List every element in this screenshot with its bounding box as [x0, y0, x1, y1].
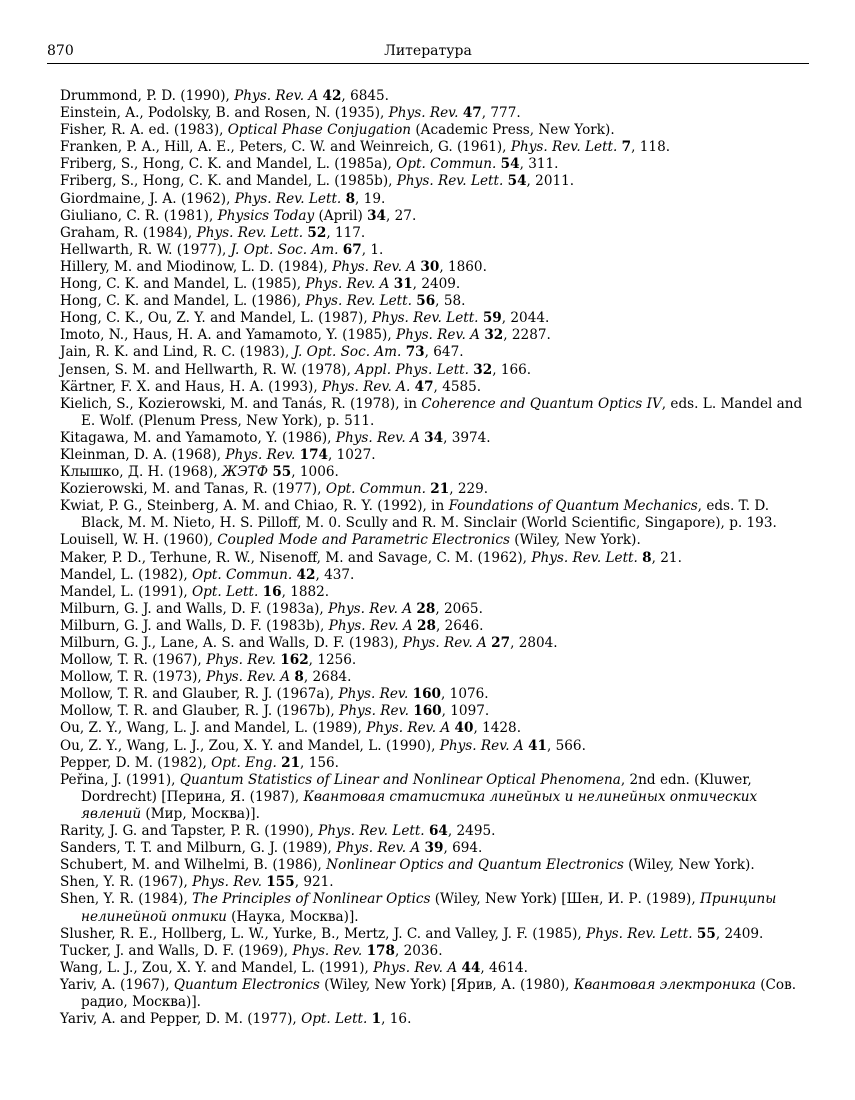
reference-entry	[60, 635, 812, 652]
reference-volume: 21	[430, 481, 450, 498]
reference-volume: 40	[454, 720, 474, 737]
reference-text: Клышко, Д. Н. (1968),	[60, 464, 222, 481]
reference-title: Phys. Rev.	[338, 686, 409, 703]
reference-volume: 174	[299, 446, 328, 463]
reference-title: Phys. Rev. A.	[321, 378, 411, 395]
reference-title: ЖЭТФ	[221, 464, 269, 481]
reference-volume: 55	[696, 925, 716, 942]
reference-text: (Сов. радио, Москва)].	[81, 976, 797, 1010]
reference-text: Ou, Z. Y., Wang, L. J., Zou, X. Y. and Mandel, L. (1990),	[60, 737, 440, 754]
reference-text: , 2495.	[447, 823, 496, 840]
reference-volume: 16	[262, 583, 282, 600]
reference-text: (Wiley, New York) [Шен, И. Р. (1989),	[430, 891, 700, 908]
reference-text: Louisell, W. H. (1960),	[60, 532, 218, 549]
reference-title: Phys. Rev. A	[335, 429, 420, 446]
reference-text: Hong, C. K. and Mandel, L. (1985),	[60, 276, 306, 293]
reference-text: , 2409.	[412, 276, 461, 293]
reference-text: Hong, C. K., Ou, Z. Y. and Mandel, L. (1987),	[60, 310, 372, 327]
reference-text: Mollow, T. R. and Glauber, R. J. (1967b),	[60, 703, 340, 720]
reference-text: , 58.	[435, 293, 466, 310]
reference-text: , 2804.	[510, 635, 558, 651]
reference-text: Friberg, S., Hong, C. K. and Mandel, L. (1985b),	[60, 173, 397, 190]
reference-title: Opt. Commun.	[325, 481, 426, 498]
reference-text: , 694.	[443, 840, 483, 857]
reference-entry	[60, 840, 812, 857]
reference-text: Mollow, T. R. (1973),	[60, 669, 207, 686]
reference-text: , 921.	[294, 874, 334, 891]
reference-list	[60, 88, 812, 1028]
reference-text: Kwiat, P. G., Steinberg, A. M. and Chiao, R. Y. (1992), in	[60, 498, 449, 515]
page-number: 870	[47, 43, 74, 59]
reference-entry	[60, 550, 812, 567]
reference-volume: 56	[416, 293, 436, 310]
reference-volume: 31	[393, 276, 413, 293]
reference-entry	[60, 738, 812, 755]
reference-text: Tucker, J. and Walls, D. F. (1969),	[60, 942, 293, 959]
reference-title: Phys. Rev. A	[395, 327, 480, 344]
reference-text: Milburn, G. J. and Walls, D. F. (1983b),	[60, 617, 329, 634]
reference-volume: 73	[405, 344, 425, 361]
reference-entry	[60, 823, 812, 840]
reference-entry	[60, 481, 812, 498]
reference-title: Phys. Rev. A	[332, 258, 417, 275]
reference-entry	[60, 362, 812, 379]
reference-text: , 2287.	[503, 327, 551, 344]
reference-volume: 8	[642, 549, 652, 566]
reference-text: Shen, Y. R. (1967),	[60, 874, 193, 891]
reference-text: , 1882.	[281, 583, 330, 600]
reference-text: Milburn, G. J. and Walls, D. F. (1983a),	[60, 600, 329, 617]
reference-text: , 1256.	[308, 652, 357, 669]
reference-text: Wang, L. J., Zou, X. Y. and Mandel, L. (1991),	[60, 959, 374, 976]
reference-text: , 156.	[300, 754, 339, 771]
reference-volume: 64	[428, 823, 448, 840]
reference-title: Phys. Rev. Lett.	[396, 173, 504, 190]
reference-text: Slusher, R. E., Hollberg, L. W., Yurke, B., Mertz, J. C. and Valley, J. F. (1985),	[60, 925, 587, 942]
reference-title: Phys. Rev.	[225, 446, 296, 463]
reference-text: , eds. T. D. Black, M. M. Nieto, H. S. Pilloff, M. 0. Scully and R. M. Sinclair (World Scientific, Singapore), p. 193.	[81, 498, 777, 532]
reference-entry	[60, 430, 812, 447]
reference-text: , 2nd edn. (Kluwer, Dordrecht) [Перина, Я. (1987),	[81, 771, 752, 805]
reference-text: , 19.	[355, 190, 386, 207]
reference-text: (Wiley, New York) [Ярив, А. (1980),	[319, 976, 574, 993]
reference-title: Physics Today	[217, 207, 315, 224]
reference-text: , 437.	[315, 566, 355, 583]
reference-entry	[60, 379, 812, 396]
reference-text: , 3974.	[443, 429, 491, 446]
reference-volume: 52	[307, 224, 327, 241]
reference-text: Mollow, T. R. (1967),	[60, 652, 207, 669]
reference-volume: 8	[294, 669, 304, 686]
reference-text: (Мир, Москва)].	[141, 805, 260, 822]
reference-text: , 229.	[449, 481, 489, 498]
reference-text: , 166.	[492, 361, 532, 378]
reference-text: Franken, P. A., Hill, A. E., Peters, C. W. and Weinreich, G. (1961),	[60, 139, 511, 156]
reference-volume: 54	[507, 173, 527, 190]
reference-text: , 311.	[519, 156, 559, 173]
reference-entry	[60, 652, 812, 669]
reference-entry	[60, 772, 812, 823]
reference-title: Coupled Mode and Parametric Electronics	[217, 532, 510, 549]
reference-volume: 27	[491, 635, 511, 651]
reference-volume: 54	[500, 156, 520, 173]
reference-volume: 67	[342, 241, 362, 258]
reference-text: , 1006.	[291, 464, 339, 481]
reference-text: , 1097.	[441, 703, 490, 720]
reference-entry	[60, 173, 812, 190]
reference-title: Coherence and Quantum Optics IV	[421, 395, 662, 412]
reference-title: Phys. Rev. Lett.	[586, 925, 693, 942]
reference-text: Schubert, M. and Wilhelmi, B. (1986),	[60, 857, 327, 874]
reference-entry	[60, 1011, 812, 1028]
reference-volume: 21	[281, 754, 301, 771]
reference-title: Appl. Phys. Lett.	[355, 361, 469, 378]
reference-entry	[60, 977, 812, 1011]
running-title: Литература	[384, 43, 472, 59]
reference-volume: 55	[272, 464, 292, 481]
reference-text: , 118.	[631, 139, 671, 156]
reference-title: Foundations of Quantum Mechanics	[448, 498, 698, 515]
reference-text: Ou, Z. Y., Wang, L. J. and Mandel, L. (1989),	[60, 720, 367, 737]
reference-text: , 117.	[326, 224, 366, 241]
reference-title: Phys. Rev.	[206, 652, 276, 669]
reference-text: Giordmaine, J. A. (1962),	[60, 190, 235, 207]
reference-title: The Principles of Nonlinear Optics	[192, 891, 431, 908]
reference-volume: 32	[484, 327, 504, 344]
reference-title: Phys. Rev.	[388, 105, 459, 122]
reference-entry	[60, 327, 812, 344]
reference-text: Kitagawa, M. and Yamamoto, Y. (1986),	[60, 429, 336, 446]
reference-text: , 4614.	[480, 959, 528, 976]
reference-entry	[60, 105, 812, 122]
reference-title: Phys. Rev. A	[402, 635, 487, 651]
reference-text: Fisher, R. A. ed. (1983),	[60, 122, 228, 139]
reference-text: , 27.	[386, 207, 417, 224]
reference-volume: 28	[416, 600, 436, 617]
reference-volume: 162	[280, 652, 309, 669]
reference-text: , 2065.	[435, 600, 483, 617]
reference-text: , 6845.	[341, 88, 389, 104]
reference-text: Jain, R. K. and Lind, R. C. (1983),	[60, 344, 294, 361]
reference-text: Einstein, A., Podolsky, B. and Rosen, N. (1935),	[60, 105, 389, 122]
reference-text: Kielich, S., Kozierowski, M. and Tanás, R. (1978), in	[60, 395, 422, 412]
reference-title: J. Opt. Soc. Am.	[230, 241, 339, 258]
reference-title: Phys. Rev. A	[305, 276, 390, 293]
reference-text: , 1076.	[441, 686, 489, 703]
reference-entry	[60, 943, 812, 960]
reference-entry	[60, 567, 812, 584]
reference-text: (Wiley, New York).	[623, 857, 755, 874]
reference-entry	[60, 208, 812, 225]
reference-entry	[60, 498, 812, 532]
reference-volume: 8	[345, 190, 356, 207]
reference-title: Phys. Rev. A	[336, 840, 421, 857]
reference-text: Drummond, P. D. (1990),	[60, 88, 235, 104]
reference-entry	[60, 720, 812, 737]
reference-volume: 41	[528, 737, 547, 754]
reference-entry	[60, 310, 812, 327]
reference-entry	[60, 88, 812, 105]
reference-text: Hillery, M. and Miodinow, L. D. (1984),	[60, 258, 333, 275]
reference-title: Phys. Rev. A	[439, 737, 524, 754]
reference-volume: 160	[412, 686, 442, 703]
reference-text: , 1860.	[439, 258, 487, 275]
reference-text: , 2044.	[501, 310, 550, 327]
running-header	[47, 41, 809, 64]
reference-text: Mandel, L. (1991),	[60, 583, 193, 600]
reference-text: (Наука, Москва)].	[226, 908, 359, 925]
reference-text: Imoto, N., Haus, H. A. and Yamamoto, Y. (1985),	[60, 327, 396, 344]
reference-entry	[60, 464, 812, 481]
reference-entry	[60, 344, 812, 361]
reference-title: Phys. Rev.	[192, 874, 262, 891]
reference-text: Giuliano, C. R. (1981),	[60, 207, 218, 224]
reference-text: Friberg, S., Hong, C. K. and Mandel, L. (1985a),	[60, 156, 397, 173]
reference-title: Opt. Lett.	[192, 583, 259, 600]
reference-title: Phys. Rev.	[292, 942, 363, 959]
reference-title: Принципы нелинейной оптики	[81, 891, 777, 925]
reference-title: J. Opt. Soc. Am.	[293, 344, 402, 361]
reference-text: , 16.	[381, 1011, 412, 1028]
reference-text: Mollow, T. R. and Glauber, R. J. (1967a),	[60, 686, 339, 703]
reference-entry	[60, 669, 812, 686]
reference-text: Milburn, G. J., Lane, A. S. and Walls, D. F. (1983),	[60, 635, 403, 651]
reference-entry	[60, 960, 812, 977]
reference-volume: 32	[473, 361, 493, 378]
reference-title: Opt. Commun.	[192, 566, 293, 583]
reference-text: , 1428.	[473, 720, 522, 737]
reference-text: , 2011.	[526, 173, 575, 190]
reference-entry	[60, 601, 812, 618]
reference-text: Hong, C. K. and Mandel, L. (1986),	[60, 293, 306, 310]
reference-title: Phys. Rev. A	[328, 617, 413, 634]
reference-entry	[60, 926, 812, 943]
reference-title: Квантовая статистика линейных и нелинейных оптических явлений	[81, 788, 758, 822]
reference-volume: 44	[461, 959, 481, 976]
reference-title: Opt. Lett.	[301, 1011, 368, 1028]
reference-title: Nonlinear Optics and Quantum Electronics	[326, 857, 624, 874]
reference-volume: 1	[371, 1011, 382, 1028]
reference-text: , eds. L. Mandel and E. Wolf. (Plenum Press, New York), p. 511.	[81, 395, 803, 429]
reference-text: Sanders, T. T. and Milburn, G. J. (1989),	[60, 840, 337, 857]
reference-volume: 47	[414, 378, 434, 395]
reference-title: Phys. Rev. A	[373, 959, 458, 976]
reference-entry	[60, 857, 812, 874]
reference-entry	[60, 447, 812, 464]
reference-title: Квантовая электроника	[573, 976, 756, 993]
reference-entry	[60, 276, 812, 293]
reference-title: Phys. Rev.	[339, 703, 409, 720]
reference-entry	[60, 293, 812, 310]
reference-text: Yariv, A. and Pepper, D. M. (1977),	[60, 1011, 302, 1028]
reference-text: Graham, R. (1984),	[60, 224, 197, 241]
reference-title: Phys. Rev. A	[328, 600, 413, 617]
reference-text: Jensen, S. M. and Hellwarth, R. W. (1978),	[60, 361, 356, 378]
reference-volume: 155	[266, 874, 295, 891]
reference-volume: 178	[366, 942, 395, 959]
reference-text: , 566.	[546, 737, 586, 754]
reference-volume: 28	[417, 617, 436, 634]
reference-text: , 647.	[424, 344, 464, 361]
reference-entry	[60, 242, 812, 259]
reference-entry	[60, 191, 812, 208]
reference-title: Opt. Commun.	[396, 156, 497, 173]
reference-text: , 21.	[651, 549, 682, 566]
reference-text: Mandel, L. (1982),	[60, 566, 193, 583]
reference-entry	[60, 156, 812, 173]
reference-entry	[60, 755, 812, 772]
reference-text: Maker, P. D., Terhune, R. W., Nisenoff, M. and Savage, C. M. (1962),	[60, 549, 532, 566]
reference-title: Phys. Rev. Lett.	[234, 190, 342, 207]
reference-text: , 2409.	[715, 925, 764, 942]
reference-volume: 34	[367, 207, 387, 224]
reference-text: Kärtner, F. X. and Haus, H. A. (1993),	[60, 378, 322, 395]
reference-text: , 2036.	[394, 942, 443, 959]
reference-text: Pepper, D. M. (1982),	[60, 754, 212, 771]
reference-entry	[60, 618, 812, 635]
reference-entry	[60, 703, 812, 720]
reference-title: Optical Phase Conjugation	[227, 122, 412, 139]
reference-entry	[60, 225, 812, 242]
reference-volume: 42	[322, 88, 342, 104]
reference-title: Phys. Rev. Lett.	[371, 310, 479, 327]
reference-text: Peřina, J. (1991),	[60, 771, 180, 788]
reference-text: , 1027.	[328, 446, 376, 463]
reference-text: Shen, Y. R. (1984),	[60, 891, 193, 908]
reference-text: , 1.	[361, 241, 384, 258]
reference-title: Phys. Rev. Lett.	[510, 139, 618, 156]
reference-text: (Wiley, New York).	[509, 532, 641, 549]
reference-text: , 2684.	[303, 669, 352, 686]
reference-text: (Academic Press, New York).	[411, 122, 615, 139]
reference-volume: 59	[482, 310, 502, 327]
reference-title: Phys. Rev. Lett.	[318, 823, 425, 840]
reference-volume: 160	[413, 703, 442, 720]
reference-title: Quantum Statistics of Linear and Nonlinear Optical Phenomena	[179, 771, 621, 788]
reference-title: Phys. Rev. A	[206, 669, 291, 686]
reference-entry	[60, 686, 812, 703]
reference-text: Yariv, A. (1967),	[60, 976, 174, 993]
reference-title: Opt. Eng.	[211, 754, 277, 771]
reference-text: , 777.	[481, 105, 521, 122]
reference-title: Phys. Rev. Lett.	[196, 224, 304, 241]
reference-title: Phys. Rev. A	[234, 88, 319, 104]
reference-title: Phys. Rev. A	[366, 720, 451, 737]
reference-entry	[60, 259, 812, 276]
reference-volume: 47	[462, 105, 482, 122]
reference-text: Hellwarth, R. W. (1977),	[60, 241, 231, 258]
reference-title: Phys. Rev. Lett.	[305, 293, 412, 310]
reference-title: Quantum Electronics	[173, 976, 320, 993]
reference-volume: 39	[424, 840, 444, 857]
reference-entry	[60, 122, 812, 139]
reference-text: Kleinman, D. A. (1968),	[60, 446, 226, 463]
reference-text: , 4585.	[433, 378, 482, 395]
reference-text: Rarity, J. G. and Tapster, P. R. (1990),	[60, 823, 319, 840]
reference-volume: 7	[621, 139, 632, 156]
reference-entry	[60, 584, 812, 601]
reference-text: , 2646.	[435, 617, 484, 634]
reference-volume: 34	[424, 429, 444, 446]
reference-title: Phys. Rev. Lett.	[531, 549, 638, 566]
reference-entry	[60, 532, 812, 549]
reference-text: (April)	[314, 207, 368, 224]
reference-entry	[60, 891, 812, 925]
reference-volume: 42	[296, 566, 316, 583]
reference-entry	[60, 396, 812, 430]
reference-volume: 30	[420, 258, 440, 275]
reference-entry	[60, 139, 812, 156]
reference-text: Kozierowski, M. and Tanas, R. (1977),	[60, 481, 326, 498]
reference-entry	[60, 874, 812, 891]
